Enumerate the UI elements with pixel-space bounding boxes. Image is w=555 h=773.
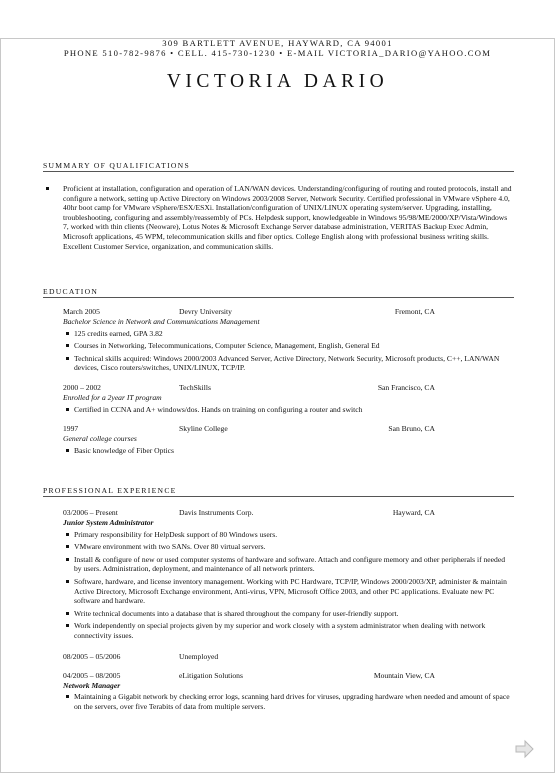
summary-bullet [43,184,514,251]
candidate-name: VICTORIA DARIO [166,71,389,92]
entry-header [63,424,514,434]
list-item [63,621,514,640]
list-item [63,609,514,619]
list-item-text: Work independently on special projects given by my superior and work closely with a system administrator when dealing with network connectivity issues. [74,621,486,640]
list-item-text: 125 credits earned, GPA 3.82 [74,328,163,338]
list-item-text: Basic knowledge of Fiber Optics [74,445,174,455]
entry-date: 08/2005 – 05/2006 [63,651,121,661]
entry-location: Mountain View, CA [373,670,435,680]
entry-role: Junior System Administrator [63,518,154,527]
experience-title: PROFESSIONAL EXPERIENCE [43,486,514,497]
entry-header [63,652,514,662]
list-item [63,577,514,606]
entry-org: Skyline College [179,424,228,434]
entry-header [63,508,514,518]
experience-entry [43,671,514,712]
list-item [63,542,514,552]
summary-text: Proficient at installation, configuration and operation of LAN/WAN devices. Understanding/configuring of routing and routed protocols, install and configure a network, setting up Active Directory on Windows 2003/2008 Server, Network Security. Certified professional in VMware vSphere 4.0, 40hr boot camp for VMware vSphere/ESX/ESXi. Installation/configuration of UNIX/LINUX operating system/server. Upgrading, installing, troubleshooting, configuring and assembly/reassembly of PCs. Helpdesk support, knowledgeable in Windows 95/98/ME/2000/XP/Vista/Windows 7, worked with thin clients (Neoware), Lotus Notes & Microsoft Exchange Server database administration, VERITAS Backup Exec Admin, Microsoft applications, 45 WPM, telecommunication skills and fiber optics. College English along with professional business writing skills. Excellent Customer Service, organization, and communication skills. [63,184,512,251]
entry-header [63,383,514,393]
entry-header [63,671,514,681]
education-section [43,287,514,455]
list-item-text: Install & configure of new or used computer systems of hardware and software. Attach and configure memory and other peripherals if needed by users. Administration, deployment, and maintenance of all network printers. [74,554,506,574]
entry-degree: Bachelor Science in Network and Communications Management [63,317,260,326]
list-item-text: Technical skills acquired: Windows 2000/2003 Advanced Server, Active Directory, Network Security, Microsoft products, C++, LAN/WAN devices, Cisco routers/switches, UNIX/LINUX, TCP/IP. [74,353,500,373]
entry-role: Network Manager [63,680,121,690]
list-item [63,354,514,373]
list-item [63,692,514,711]
entry-date: 04/2005 – 08/2005 [63,670,121,680]
contact-line: PHONE 510-782-9876 • CELL. 415-730-1230 • E-MAIL VICTORIA_DARIO@YAHOO.COM [63,48,492,58]
entry-degree: General college courses [63,434,137,444]
entry-header [63,307,514,317]
list-item-text: Write technical documents into a database that is shared throughout the company for user-friendly support. [74,608,399,618]
address-line: 309 BARTLETT AVENUE, HAYWARD, CA 94001 [162,38,393,48]
experience-section [43,486,514,711]
list-item [63,405,514,415]
list-item [63,341,514,351]
entry-org: Davis Instruments Corp. [179,508,254,517]
entry-org: Devry University [179,307,232,316]
entry-date: 2000 – 2002 [63,382,101,392]
list-item [63,530,514,540]
list-item-text: Certified in CCNA and A+ windows/dos. Hands on training on configuring a router and switch [74,404,363,414]
list-item [63,329,514,339]
education-entry [43,383,514,414]
entry-date: 03/2006 – Present [63,508,118,517]
education-title: EDUCATION [43,287,514,298]
education-entry [43,424,514,455]
entry-date: 1997 [63,424,79,434]
summary-title: SUMMARY OF QUALIFICATIONS [43,161,514,172]
list-item-text: Courses in Networking, Telecommunications, Computer Science, Management, English, General Ed [74,341,380,351]
list-item-text: Software, hardware, and license inventory management. Working with PC Hardware, TCP/IP, Windows 2000/2003/XP, administer & maintain Active Directory, Microsoft Exchange environment, Anti-virus, VPN, Microsoft Office 2003, and other PC applications. Evaluate new PC software and hardware. [74,576,507,606]
experience-entry [43,652,514,662]
entry-location: Fremont, CA [394,307,435,316]
entry-org: Unemployed [179,651,219,661]
list-item [63,555,514,574]
entry-org: TechSkills [179,382,211,392]
entry-location: Hayward, CA [392,508,435,517]
entry-degree: Enrolled for a 2year IT program [63,392,162,402]
experience-entry [43,508,514,641]
education-entry [43,307,514,373]
list-item-text: Primary responsibility for HelpDesk support of 80 Windows users. [74,529,278,539]
entry-date: March 2005 [63,307,100,316]
entry-location: San Bruno, CA [388,424,435,434]
summary-section [43,161,514,251]
next-arrow-icon[interactable] [513,738,535,760]
list-item-text: Maintaining a Gigabit network by checking error logs, scanning hard drives for viruses, upgrading hardware when needed and amount of space on the servers, over five Terabits of data from multiple servers. [74,692,510,711]
list-item-text: VMware environment with two SANs. Over 80 virtual servers. [74,542,266,552]
entry-location: San Francisco, CA [377,382,435,392]
entry-org: eLitigation Solutions [179,670,243,680]
list-item [63,446,514,456]
